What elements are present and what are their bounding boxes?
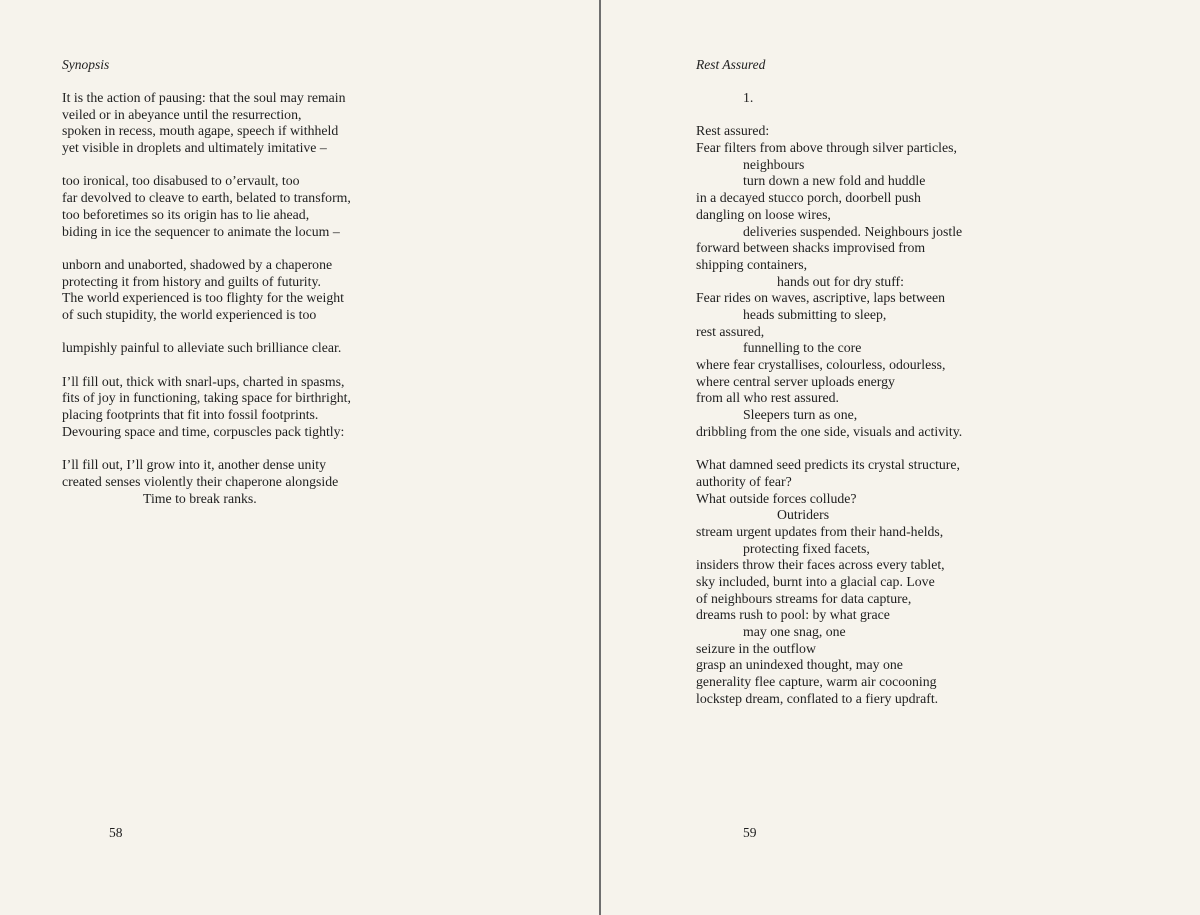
poem-line: seizure in the outflow [696,640,816,656]
poem-line: Time to break ranks. [143,490,257,506]
poem-line: created senses violently their chaperone alongside [62,473,339,489]
poem-line: The world experienced is too flighty for the weight [62,290,344,306]
poem-line: sky included, burnt into a glacial cap. Love [696,573,935,589]
poem-line: biding in ice the sequencer to animate the locum – [62,223,340,239]
poem-body [696,90,962,707]
stanza-break [62,440,351,457]
poem-line: authority of fear? [696,473,792,489]
right-page [601,0,1200,915]
poem-line: dreams rush to pool: by what grace [696,607,890,623]
poem-line: 1. [743,90,754,105]
poem-line: neighbours [743,156,805,172]
poem-line: too ironical, too disabused to o’ervault, too [62,173,300,189]
poem-line: I’ll fill out, I’ll grow into it, another dense unity [62,457,327,473]
poem-line: Rest assured: [696,123,770,139]
poem-line: spoken in recess, mouth agape, speech if withheld [62,123,339,139]
poem-line: shipping containers, [696,256,808,272]
poem-line: lumpishly painful to alleviate such brilliance clear. [62,340,342,356]
poem-line: from all who rest assured. [696,390,839,406]
poem-line: of neighbours streams for data capture, [696,590,912,606]
poem-line: Fear filters from above through silver particles, [696,140,957,156]
poem-line: Devouring space and time, corpuscles pack tightly: [62,423,345,439]
poem-line: I’ll fill out, thick with snarl-ups, charted in spasms, [62,373,345,389]
poem-line: placing footprints that fit into fossil footprints. [62,407,319,423]
poem-line: protecting it from history and guilts of futurity. [62,273,321,289]
poem-line: fits of joy in functioning, taking space for birthright, [62,390,351,406]
poem-line: far devolved to cleave to earth, belated to transform, [62,190,351,206]
poem-line: insiders throw their faces across every tablet, [696,557,945,573]
poem-line: What damned seed predicts its crystal structure, [696,457,960,473]
poem-line: Fear rides on waves, ascriptive, laps between [696,290,946,306]
poem-line: What outside forces collude? [696,490,857,506]
poem-line: unborn and unaborted, shadowed by a chaperone [62,256,333,272]
poem-line: It is the action of pausing: that the soul may remain [62,90,346,105]
poem-line: veiled or in abeyance until the resurrection, [62,106,302,122]
page-number: 58 [109,825,123,840]
stanza-break [62,157,351,174]
poem-line: forward between shacks improvised from [696,240,926,256]
poem-body [62,90,351,507]
poem-line: may one snag, one [743,624,846,639]
poem-line: rest assured, [696,323,765,339]
left-page [0,0,599,915]
poem-line: yet visible in droplets and ultimately imitative – [62,140,327,156]
poem-line: grasp an unindexed thought, may one [696,657,903,673]
poem-line: where fear crystallises, colourless, odourless, [696,357,946,372]
poem-line: dribbling from the one side, visuals and activity. [696,423,963,439]
poem-line: Sleepers turn as one, [743,407,858,423]
poem-line: funnelling to the core [743,340,862,356]
page-number: 59 [743,825,757,840]
poem-line: generality flee capture, warm air cocooning [696,674,937,690]
poem-line: turn down a new fold and huddle [743,173,926,189]
poem-line: of such stupidity, the world experienced is too [62,306,317,322]
poem-line: Outriders [777,507,830,523]
poem-line: hands out for dry stuff: [777,273,904,289]
poem-line: protecting fixed facets, [743,540,870,556]
poem-line: heads submitting to sleep, [743,306,887,322]
poem-line: too beforetimes so its origin has to lie ahead, [62,206,310,222]
poem-line: lockstep dream, conflated to a fiery updraft. [696,690,939,706]
stanza-break [696,107,962,124]
poem-title: Rest Assured [696,57,766,72]
poem-line: stream urgent updates from their hand-helds, [696,523,944,539]
stanza-break [62,324,351,341]
poem-title: Synopsis [62,57,110,72]
stanza-break [62,240,351,257]
stanza-break [62,357,351,374]
stanza-break [696,440,962,457]
poem-line: dangling on loose wires, [696,206,831,222]
poem-line: deliveries suspended. Neighbours jostle [743,223,963,239]
poem-line: in a decayed stucco porch, doorbell push [696,190,921,206]
poem-line: where central server uploads energy [696,373,895,389]
